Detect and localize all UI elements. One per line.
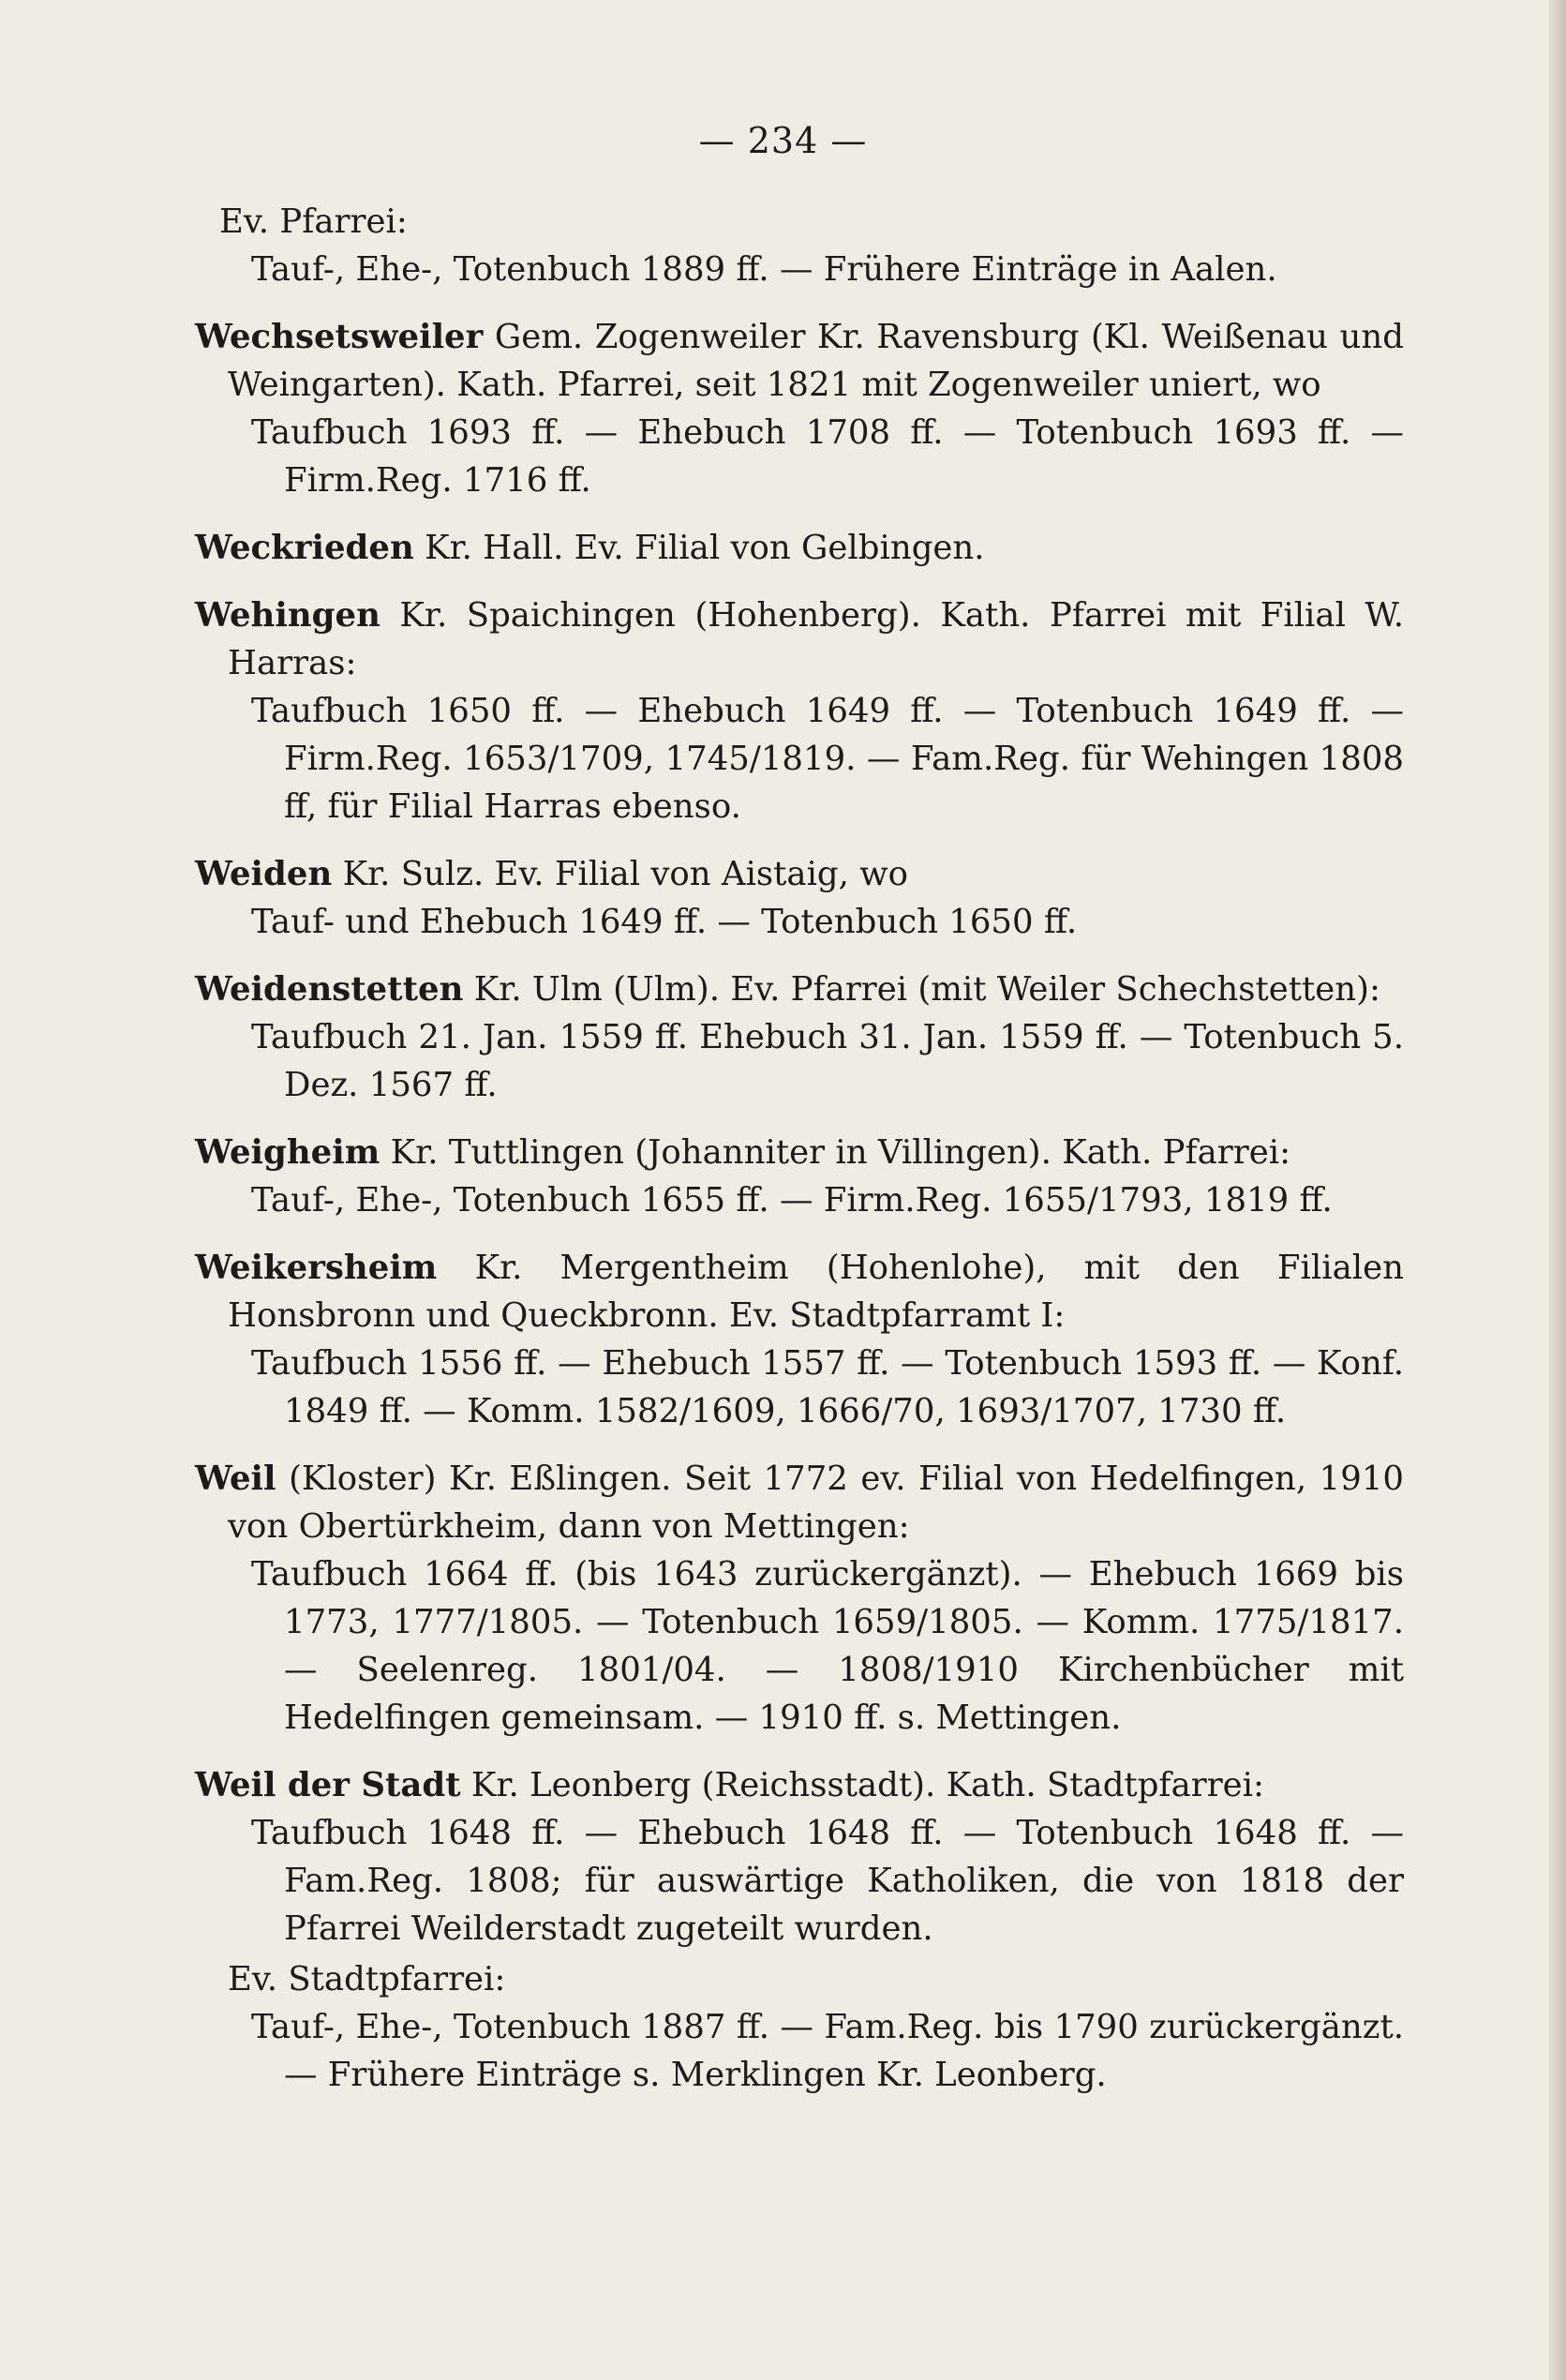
entry-description: Kr. Ulm (Ulm). Ev. Pfarrei (mit Weiler Schechstetten): xyxy=(473,970,1380,1009)
register-record: Taufbuch 1650 ff. — Ehebuch 1649 ff. — Totenbuch 1649 ff. — Firm.Reg. 1653/1709, 1745/1819. — Fam.Reg. für Wehingen 1808 ff, für Filial Harras ebenso. xyxy=(251,692,1404,826)
entry-description: Kr. Sulz. Ev. Filial von Aistaig, wo xyxy=(342,855,908,893)
entry-name: Weiden xyxy=(195,855,333,893)
page-edge xyxy=(1549,0,1566,2380)
entry-description: Kr. Tuttlingen (Johanniter in Villingen). Kath. Pfarrei: xyxy=(390,1133,1291,1172)
register-record: Taufbuch 1648 ff. — Ehebuch 1648 ff. — Totenbuch 1648 ff. — Fam.Reg. 1808; für auswärtige Katholiken, die von 1818 der Pfarrei Weilderstadt zugeteilt wurden. xyxy=(251,1814,1404,1948)
section-heading: Ev. Pfarrei: xyxy=(219,202,408,241)
register-record: Taufbuch 1664 ff. (bis 1643 zurückergänzt). — Ehebuch 1669 bis 1773, 1777/1805. — Totenbuch 1659/1805. — Komm. 1775/1817. — Seelenreg. 1801/04. — 1808/1910 Kirchenbücher mit Hedelfingen gemeinsam. — 1910 ff. s. Mettingen. xyxy=(251,1555,1404,1737)
register-record: Tauf-, Ehe-, Totenbuch 1655 ff. — Firm.Reg. 1655/1793, 1819 ff. xyxy=(251,1181,1333,1220)
entry-description: Kr. Mergentheim (Hohenlohe), mit den Filialen Honsbronn und Queckbronn. Ev. Stadtpfarramt I: xyxy=(228,1249,1404,1335)
entry-name: Weckrieden xyxy=(195,529,414,567)
entry-weil xyxy=(195,1455,1404,1742)
register-record: Taufbuch 21. Jan. 1559 ff. Ehebuch 31. Jan. 1559 ff. — Totenbuch 5. Dez. 1567 ff. xyxy=(251,1018,1404,1104)
entry-name: Weidenstetten xyxy=(195,970,464,1009)
entry-description: Kr. Hall. Ev. Filial von Gelbingen. xyxy=(425,529,985,567)
page-number: — 234 — xyxy=(698,120,868,161)
entry-description: Gem. Zogenweiler Kr. Ravensburg (Kl. Weißenau und Weingarten). Kath. Pfarrei, seit 1821 mit Zogenweiler uniert, wo xyxy=(228,318,1404,404)
entry-name: Wechsetsweiler xyxy=(195,318,484,356)
register-record: Tauf- und Ehebuch 1649 ff. — Totenbuch 1650 ff. xyxy=(251,903,1078,941)
register-record: Taufbuch 1693 ff. — Ehebuch 1708 ff. — Totenbuch 1693 ff. — Firm.Reg. 1716 ff. xyxy=(251,413,1404,500)
entry-weiden xyxy=(195,850,1404,946)
gazetteer-text xyxy=(195,195,1404,2099)
entry-wechsetsweiler xyxy=(195,313,1404,504)
entry-description: Kr. Spaichingen (Hohenberg). Kath. Pfarrei mit Filial W. Harras: xyxy=(228,596,1404,682)
entry-name: Wehingen xyxy=(195,596,380,635)
entry-weckrieden xyxy=(195,524,1404,572)
entry-description: (Kloster) Kr. Eßlingen. Seit 1772 ev. Filial von Hedelfingen, 1910 von Obertürkheim, dann von Mettingen: xyxy=(228,1459,1404,1546)
entry-name: Weil der Stadt xyxy=(195,1766,461,1804)
entry-description: Kr. Leonberg (Reichsstadt). Kath. Stadtpfarrei: xyxy=(470,1766,1264,1804)
entry-weigheim xyxy=(195,1129,1404,1224)
section-heading: Ev. Stadtpfarrei: xyxy=(228,1960,506,1998)
register-record: Taufbuch 1556 ff. — Ehebuch 1557 ff. — Totenbuch 1593 ff. — Konf. 1849 ff. — Komm. 1582/1609, 1666/70, 1693/1707, 1730 ff. xyxy=(251,1344,1404,1430)
entry-wehingen xyxy=(195,591,1404,831)
register-record: Tauf-, Ehe-, Totenbuch 1889 ff. — Frühere Einträge in Aalen. xyxy=(251,250,1277,289)
register-record: Tauf-, Ehe-, Totenbuch 1887 ff. — Fam.Reg. bis 1790 zurückergänzt. — Frühere Einträge s. Merklingen Kr. Leonberg. xyxy=(251,2008,1404,2094)
entry-weil-der-stadt xyxy=(195,1761,1404,2099)
entry-weidenstetten xyxy=(195,965,1404,1109)
entry-name: Weigheim xyxy=(195,1133,380,1172)
entry-name: Weikersheim xyxy=(195,1249,438,1287)
entry-weikersheim xyxy=(195,1244,1404,1435)
entry-name: Weil xyxy=(195,1459,276,1498)
